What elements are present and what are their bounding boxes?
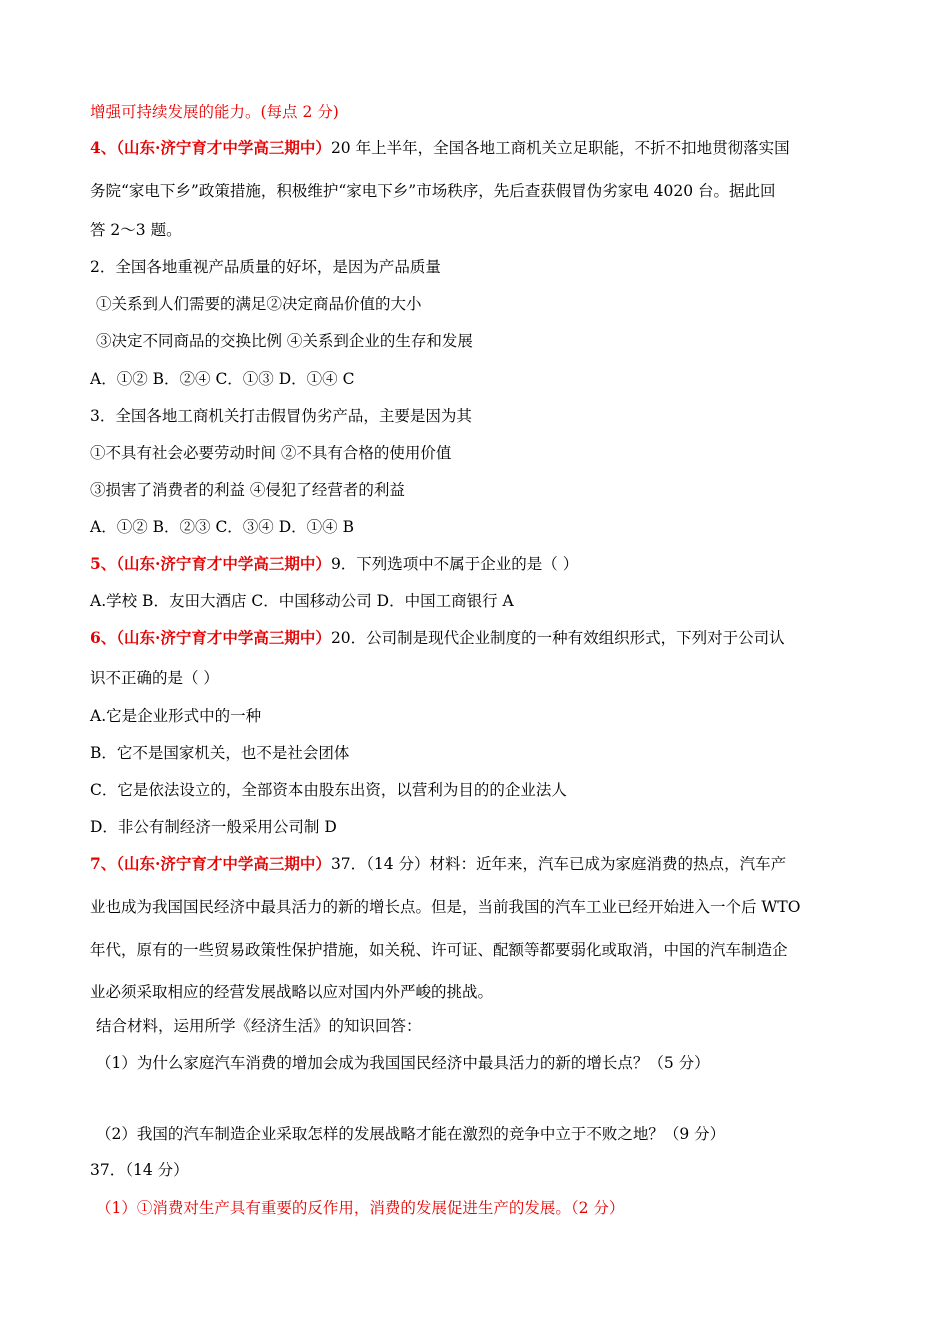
choice-d: D．非公有制经济一般采用公司制 D bbox=[90, 818, 337, 836]
text-line: 务院“家电下乡”政策措施，积极维护“家电下乡”市场秩序，先后查获假冒伪劣家电 4020 台。据此回 bbox=[90, 182, 776, 200]
source-tag: 5、（山东·济宁育才中学高三期中） bbox=[90, 554, 331, 573]
sub-question-1: （1）为什么家庭汽车消费的增加会成为我国国民经济中最具活力的新的增长点？（5 分） bbox=[96, 1054, 710, 1072]
choice-a: A.它是企业形式中的一种 bbox=[90, 707, 262, 725]
choice-c: C．它是依法设立的，全部资本由股东出资，以营利为目的的企业法人 bbox=[90, 781, 567, 799]
text-line: 业必须采取相应的经营发展战略以应对国内外严峻的挑战。 bbox=[90, 983, 494, 1001]
text-line: 识不正确的是（ ） bbox=[90, 669, 219, 687]
source-tag: 4、（山东·济宁育才中学高三期中） bbox=[90, 138, 331, 157]
text-line: 答 2～3 题。 bbox=[90, 221, 182, 239]
choices-line: A.学校 B．友田大酒店 C．中国移动公司 D．中国工商银行 A bbox=[90, 592, 514, 610]
option-line: ①关系到人们需要的满足②决定商品价值的大小 bbox=[96, 295, 422, 313]
text-line: 年代，原有的一些贸易政策性保护措施，如关税、许可证、配额等都要弱化或取消，中国的汽车制造企 bbox=[90, 941, 788, 959]
question-text: 20 年上半年，全国各地工商机关立足职能，不折不扣地贯彻落实国 bbox=[330, 139, 790, 157]
text-line: 结合材料，运用所学《经济生活》的知识回答： bbox=[96, 1017, 422, 1035]
question-4-header bbox=[90, 138, 870, 158]
question-text: 9．下列选项中不属于企业的是（ ） bbox=[330, 555, 579, 573]
answer-heading: 37．（14 分） bbox=[90, 1161, 189, 1179]
choices-line: A．①② B．②③ C．③④ D．①④ B bbox=[90, 518, 354, 536]
option-line: ③损害了消费者的利益 ④侵犯了经营者的利益 bbox=[90, 481, 405, 499]
source-tag: 6、（山东·济宁育才中学高三期中） bbox=[90, 628, 331, 647]
option-line: ①不具有社会必要劳动时间 ②不具有合格的使用价值 bbox=[90, 444, 452, 462]
choices-line: A．①② B．②④ C．①③ D．①④ C bbox=[90, 370, 355, 388]
question-3: 3．全国各地工商机关打击假冒伪劣产品，主要是因为其 bbox=[90, 407, 472, 425]
text-line: 业也成为我国国民经济中最具活力的新的增长点。但是，当前我国的汽车工业已经开始进入一个后 WTO bbox=[90, 898, 801, 916]
answer-line: （1）①消费对生产具有重要的反作用，消费的发展促进生产的发展。（2 分） bbox=[96, 1199, 625, 1217]
question-5-header bbox=[90, 554, 870, 574]
question-text: 20．公司制是现代企业制度的一种有效组织形式，下列对于公司认 bbox=[330, 629, 785, 647]
source-tag: 7、（山东·济宁育才中学高三期中） bbox=[90, 854, 331, 873]
option-line: ③决定不同商品的交换比例 ④关系到企业的生存和发展 bbox=[96, 332, 473, 350]
question-2: 2．全国各地重视产品质量的好坏，是因为产品质量 bbox=[90, 258, 441, 276]
answer-line: 增强可持续发展的能力。(每点 2 分) bbox=[90, 103, 339, 121]
question-6-header bbox=[90, 628, 870, 648]
question-7-header bbox=[90, 854, 870, 874]
sub-question-2: （2）我国的汽车制造企业采取怎样的发展战略才能在激烈的竞争中立于不败之地？（9 分） bbox=[96, 1125, 726, 1143]
question-text: 37．（14 分）材料：近年来，汽车已成为家庭消费的热点，汽车产 bbox=[330, 855, 787, 873]
choice-b: B．它不是国家机关，也不是社会团体 bbox=[90, 744, 350, 762]
